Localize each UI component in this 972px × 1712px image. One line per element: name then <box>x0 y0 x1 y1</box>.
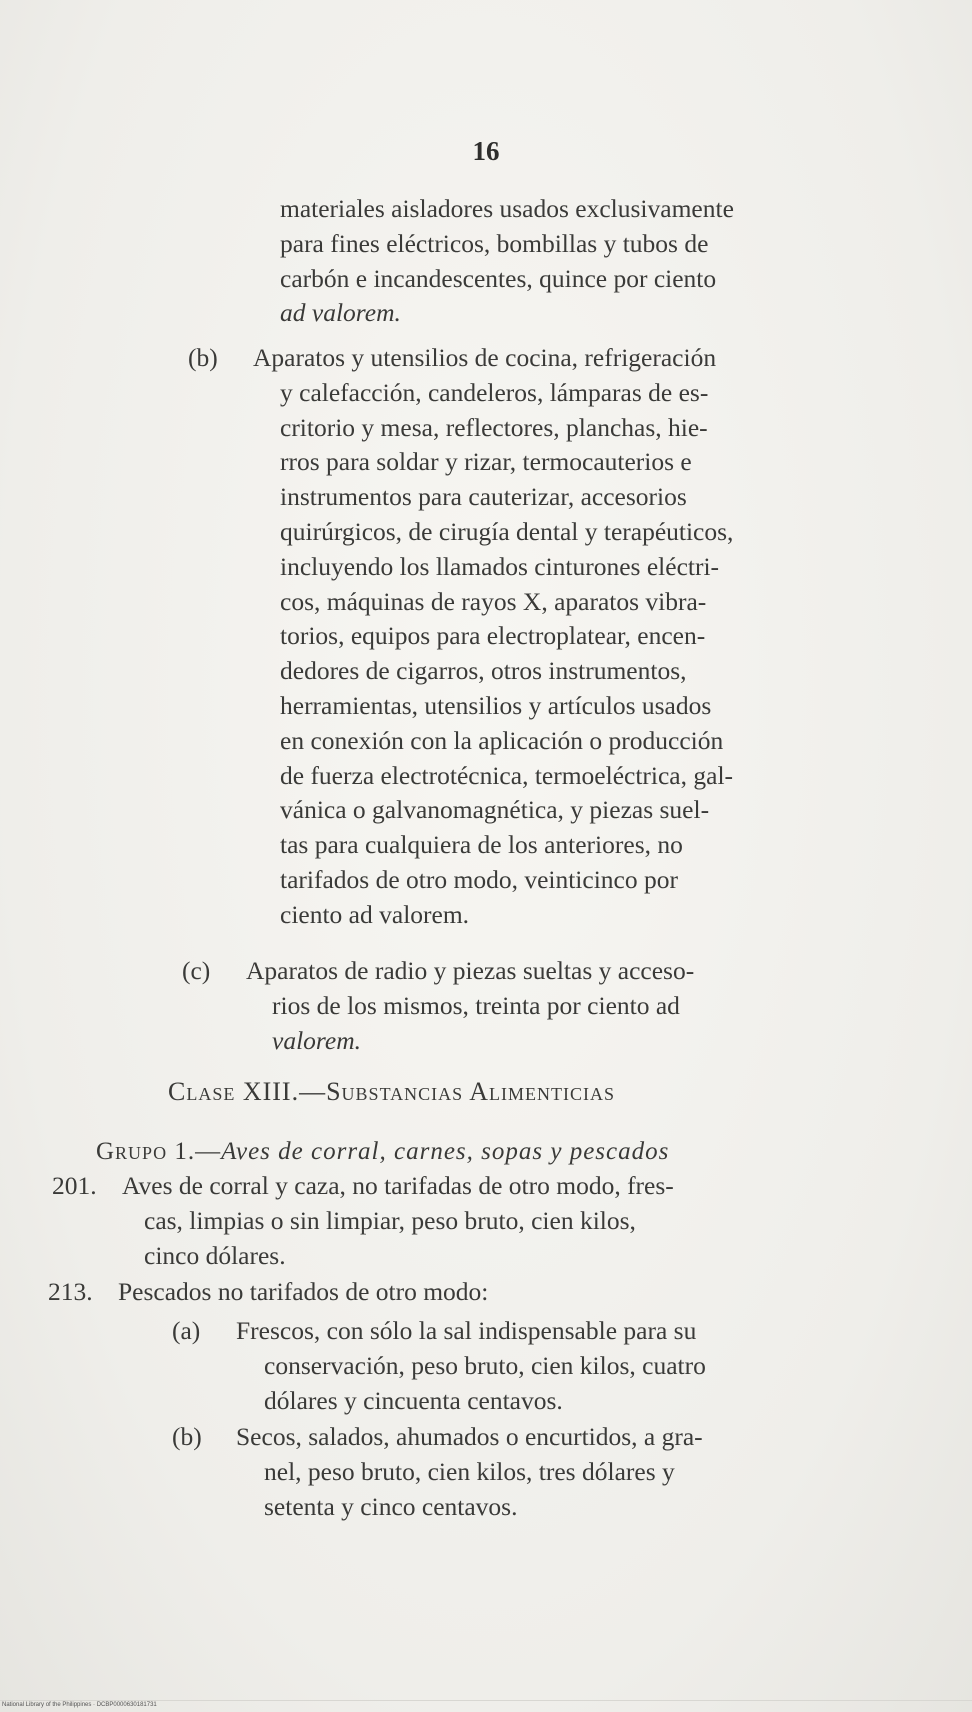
class-heading: Clase XIII.—Substancias Alimenticias <box>168 1077 615 1106</box>
item-213b-label <box>172 1420 202 1455</box>
text-line: cinco dólares. <box>144 1240 286 1270</box>
group-heading <box>96 1138 669 1166</box>
entry-213-text <box>118 1275 818 1310</box>
intro-paragraph <box>280 192 888 331</box>
entry-201-paragraph <box>122 1169 884 1273</box>
text-line: valorem. <box>272 1025 361 1055</box>
item-b-paragraph <box>253 341 887 933</box>
text-line: instrumentos para cauterizar, accesorios <box>280 482 687 512</box>
text-line: Aparatos de radio y piezas sueltas y acceso- <box>246 956 695 985</box>
text-line: carbón e incandescentes, quince por ciento <box>280 263 717 293</box>
item-label: (a) <box>172 1316 201 1345</box>
text-line: materiales aisladores usados exclusivamente <box>280 194 734 223</box>
entry-number: 213. <box>48 1277 93 1306</box>
entry-number: 201. <box>52 1171 97 1200</box>
item-213b-paragraph <box>236 1420 886 1524</box>
text-line: ad valorem. <box>280 298 401 328</box>
scan-footer: National Library of the Philippines · DCBP0000630181731 <box>2 1702 157 1708</box>
text-line: incluyendo los llamados cinturones eléctri- <box>280 551 720 581</box>
item-c-label <box>182 954 210 989</box>
text-line: setenta y cinco centavos. <box>264 1491 518 1521</box>
text-line: torios, equipos para electroplatear, encen- <box>280 621 706 651</box>
text-line: cos, máquinas de rayos X, aparatos vibra- <box>280 586 707 616</box>
item-b-label <box>188 341 218 376</box>
entry-201-number <box>52 1169 97 1204</box>
text-line: ciento ad valorem. <box>280 899 470 929</box>
text-line: tas para cualquiera de los anteriores, no <box>280 830 683 860</box>
text-line: Aves de corral y caza, no tarifadas de otro modo, fres- <box>122 1171 674 1200</box>
text-line: Secos, salados, ahumados o encurtidos, a gra- <box>236 1422 703 1451</box>
text-line: nel, peso bruto, cien kilos, tres dólares y <box>264 1456 675 1486</box>
text-line: para fines eléctricos, bombillas y tubos de <box>280 228 709 258</box>
item-213a-paragraph <box>236 1314 886 1418</box>
item-label: (b) <box>172 1422 202 1451</box>
text-line: herramientas, utensilios y artículos usados <box>280 690 712 720</box>
text-line: de fuerza electrotécnica, termoeléctrica, gal- <box>280 760 734 790</box>
text-line: rros para soldar y rizar, termocauterios e <box>280 447 692 477</box>
text-line: en conexión con la aplicación o producción <box>280 725 724 755</box>
group-heading-title: Aves de corral, carnes, sopas y pescados <box>221 1138 670 1165</box>
item-label: (b) <box>188 343 218 372</box>
text-line: Aparatos y utensilios de cocina, refrigeración <box>253 343 717 372</box>
item-c-paragraph <box>246 954 886 1058</box>
text-line: y calefacción, candeleros, lámparas de es- <box>280 377 709 407</box>
text-line: Pescados no tarifados de otro modo: <box>118 1277 489 1306</box>
footer-divider <box>0 1700 972 1701</box>
text-line: tarifados de otro modo, veinticinco por <box>280 864 678 894</box>
text-line: quirúrgicos, de cirugía dental y terapéuticos, <box>280 516 734 546</box>
text-line: vánica o galvanomagnética, y piezas suel- <box>280 795 710 825</box>
text-line: Frescos, con sólo la sal indispensable para su <box>236 1316 697 1345</box>
text-line: conservación, peso bruto, cien kilos, cuatro <box>264 1350 706 1380</box>
text-line: dedores de cigarros, otros instrumentos, <box>280 656 687 686</box>
item-label: (c) <box>182 956 211 985</box>
page-number: 16 <box>472 136 500 166</box>
text-line: critorio y mesa, reflectores, planchas, hie- <box>280 412 708 442</box>
item-213a-label <box>172 1314 200 1349</box>
entry-213-number <box>48 1275 93 1310</box>
text-line: cas, limpias o sin limpiar, peso bruto, cien kilos, <box>144 1205 636 1235</box>
group-heading-prefix: Grupo 1.— <box>96 1138 222 1165</box>
text-line: rios de los mismos, treinta por ciento ad <box>272 990 680 1020</box>
text-line: dólares y cincuenta centavos. <box>264 1385 563 1415</box>
